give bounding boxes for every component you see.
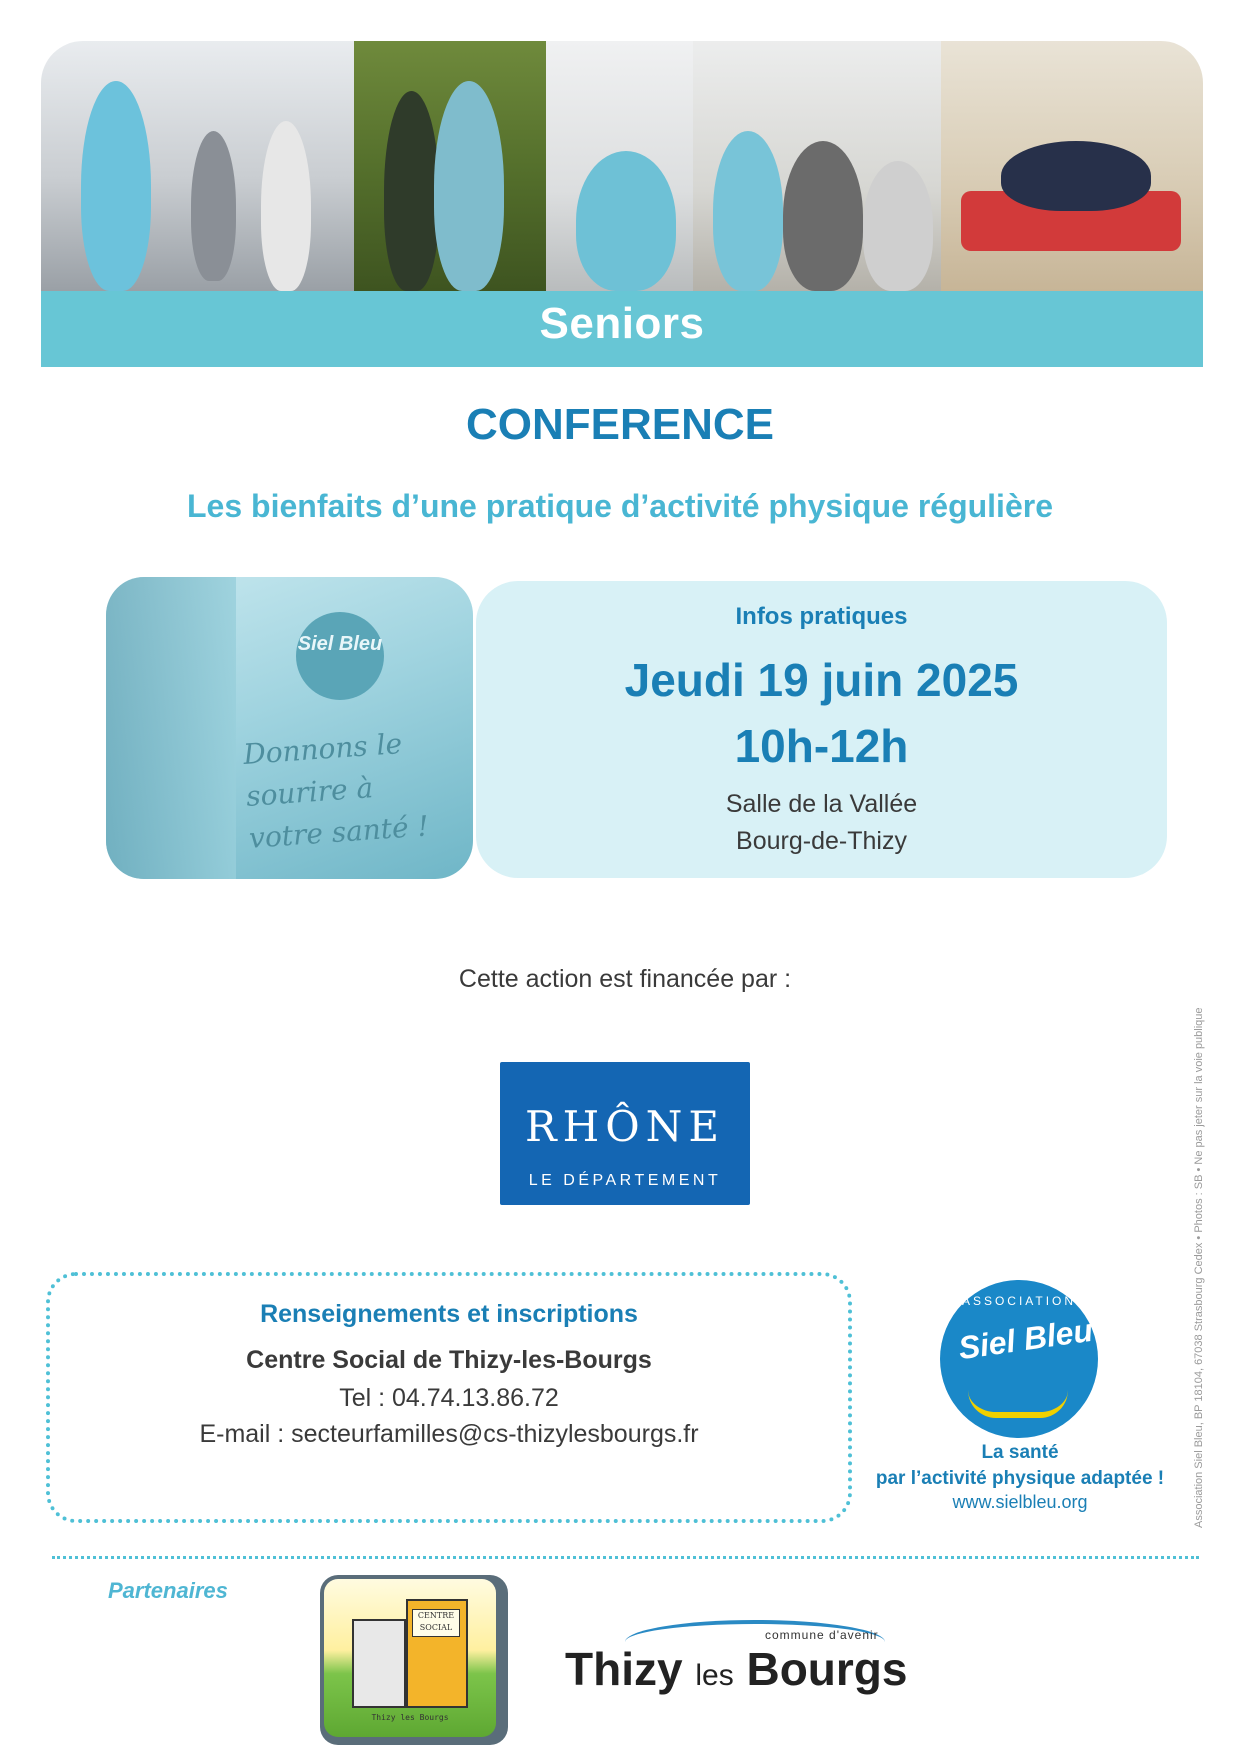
header-banner	[41, 41, 1203, 367]
event-town: Bourg-de-Thizy	[736, 827, 907, 855]
funding-text: Cette action est financée par :	[458, 965, 792, 993]
event-time: 10h-12h	[734, 720, 909, 772]
rhone-logo-main: RHÔNE	[524, 1102, 726, 1151]
shirt-handwriting: Donnons le sourire à votre santé !	[242, 727, 430, 855]
siel-bleu-logo	[940, 1280, 1098, 1438]
partners-divider	[52, 1556, 1199, 1559]
photo-stretching-class	[546, 41, 693, 291]
thizy-name: Thizy les Bourgs	[565, 1643, 908, 1695]
centre-social-logo	[320, 1575, 508, 1745]
thizy-tagline: commune d'avenir	[765, 1628, 879, 1642]
event-subtitle: Les bienfaits d’une pratique d’activité physique régulière	[187, 488, 1053, 524]
event-place	[476, 786, 1167, 860]
event-type-title: CONFERENCE	[465, 400, 775, 449]
infos-pratiques-box	[476, 581, 1167, 878]
banner-title: Seniors	[539, 299, 705, 348]
rhone-logo-sub: LE DÉPARTEMENT	[528, 1172, 722, 1189]
event-date: Jeudi 19 juin 2025	[624, 654, 1019, 706]
photo-fitness-class	[41, 41, 354, 291]
photo-floor-exercise	[941, 41, 1203, 291]
legal-notice: Association Siel Bleu, BP 18104, 67038 Strasbourg Cedex • Photos : SB • Ne pas jeter sur la voie publique	[1193, 1007, 1205, 1528]
contact-box	[46, 1272, 852, 1523]
house-icon	[352, 1619, 406, 1708]
siel-bleu-url[interactable]: www.sielbleu.org	[952, 1492, 1088, 1512]
rhone-department-logo	[500, 1062, 750, 1205]
centre-social-caption: Thizy les Bourgs	[371, 1713, 449, 1722]
event-venue: Salle de la Vallée	[725, 790, 918, 818]
contact-heading: Renseignements et inscriptions	[260, 1300, 638, 1328]
siel-bleu-tagline: La santé par l’activité physique adaptée !	[875, 1442, 1165, 1489]
photo-seniors-exercise	[693, 41, 941, 291]
contact-organization: Centre Social de Thizy-les-Bourgs	[246, 1346, 652, 1374]
infos-heading: Infos pratiques	[735, 603, 908, 630]
smile-icon	[968, 1390, 1068, 1418]
partners-label: Partenaires	[108, 1578, 228, 1603]
siel-bleu-name: Siel Bleu	[956, 1311, 1096, 1367]
shirt-logo: Siel Bleu	[296, 612, 384, 700]
contact-email: E-mail : secteurfamilles@cs-thizylesbourgs.fr	[199, 1420, 699, 1448]
siel-bleu-shirt-image	[106, 577, 473, 879]
thizy-les-bourgs-logo	[565, 1620, 915, 1700]
centre-social-sign: CENTRE SOCIAL	[412, 1609, 460, 1637]
contact-phone: Tel : 04.74.13.86.72	[339, 1384, 559, 1412]
photo-strip	[41, 41, 1203, 291]
photo-nordic-walking	[354, 41, 546, 291]
siel-bleu-association: ASSOCIATION	[961, 1294, 1077, 1308]
